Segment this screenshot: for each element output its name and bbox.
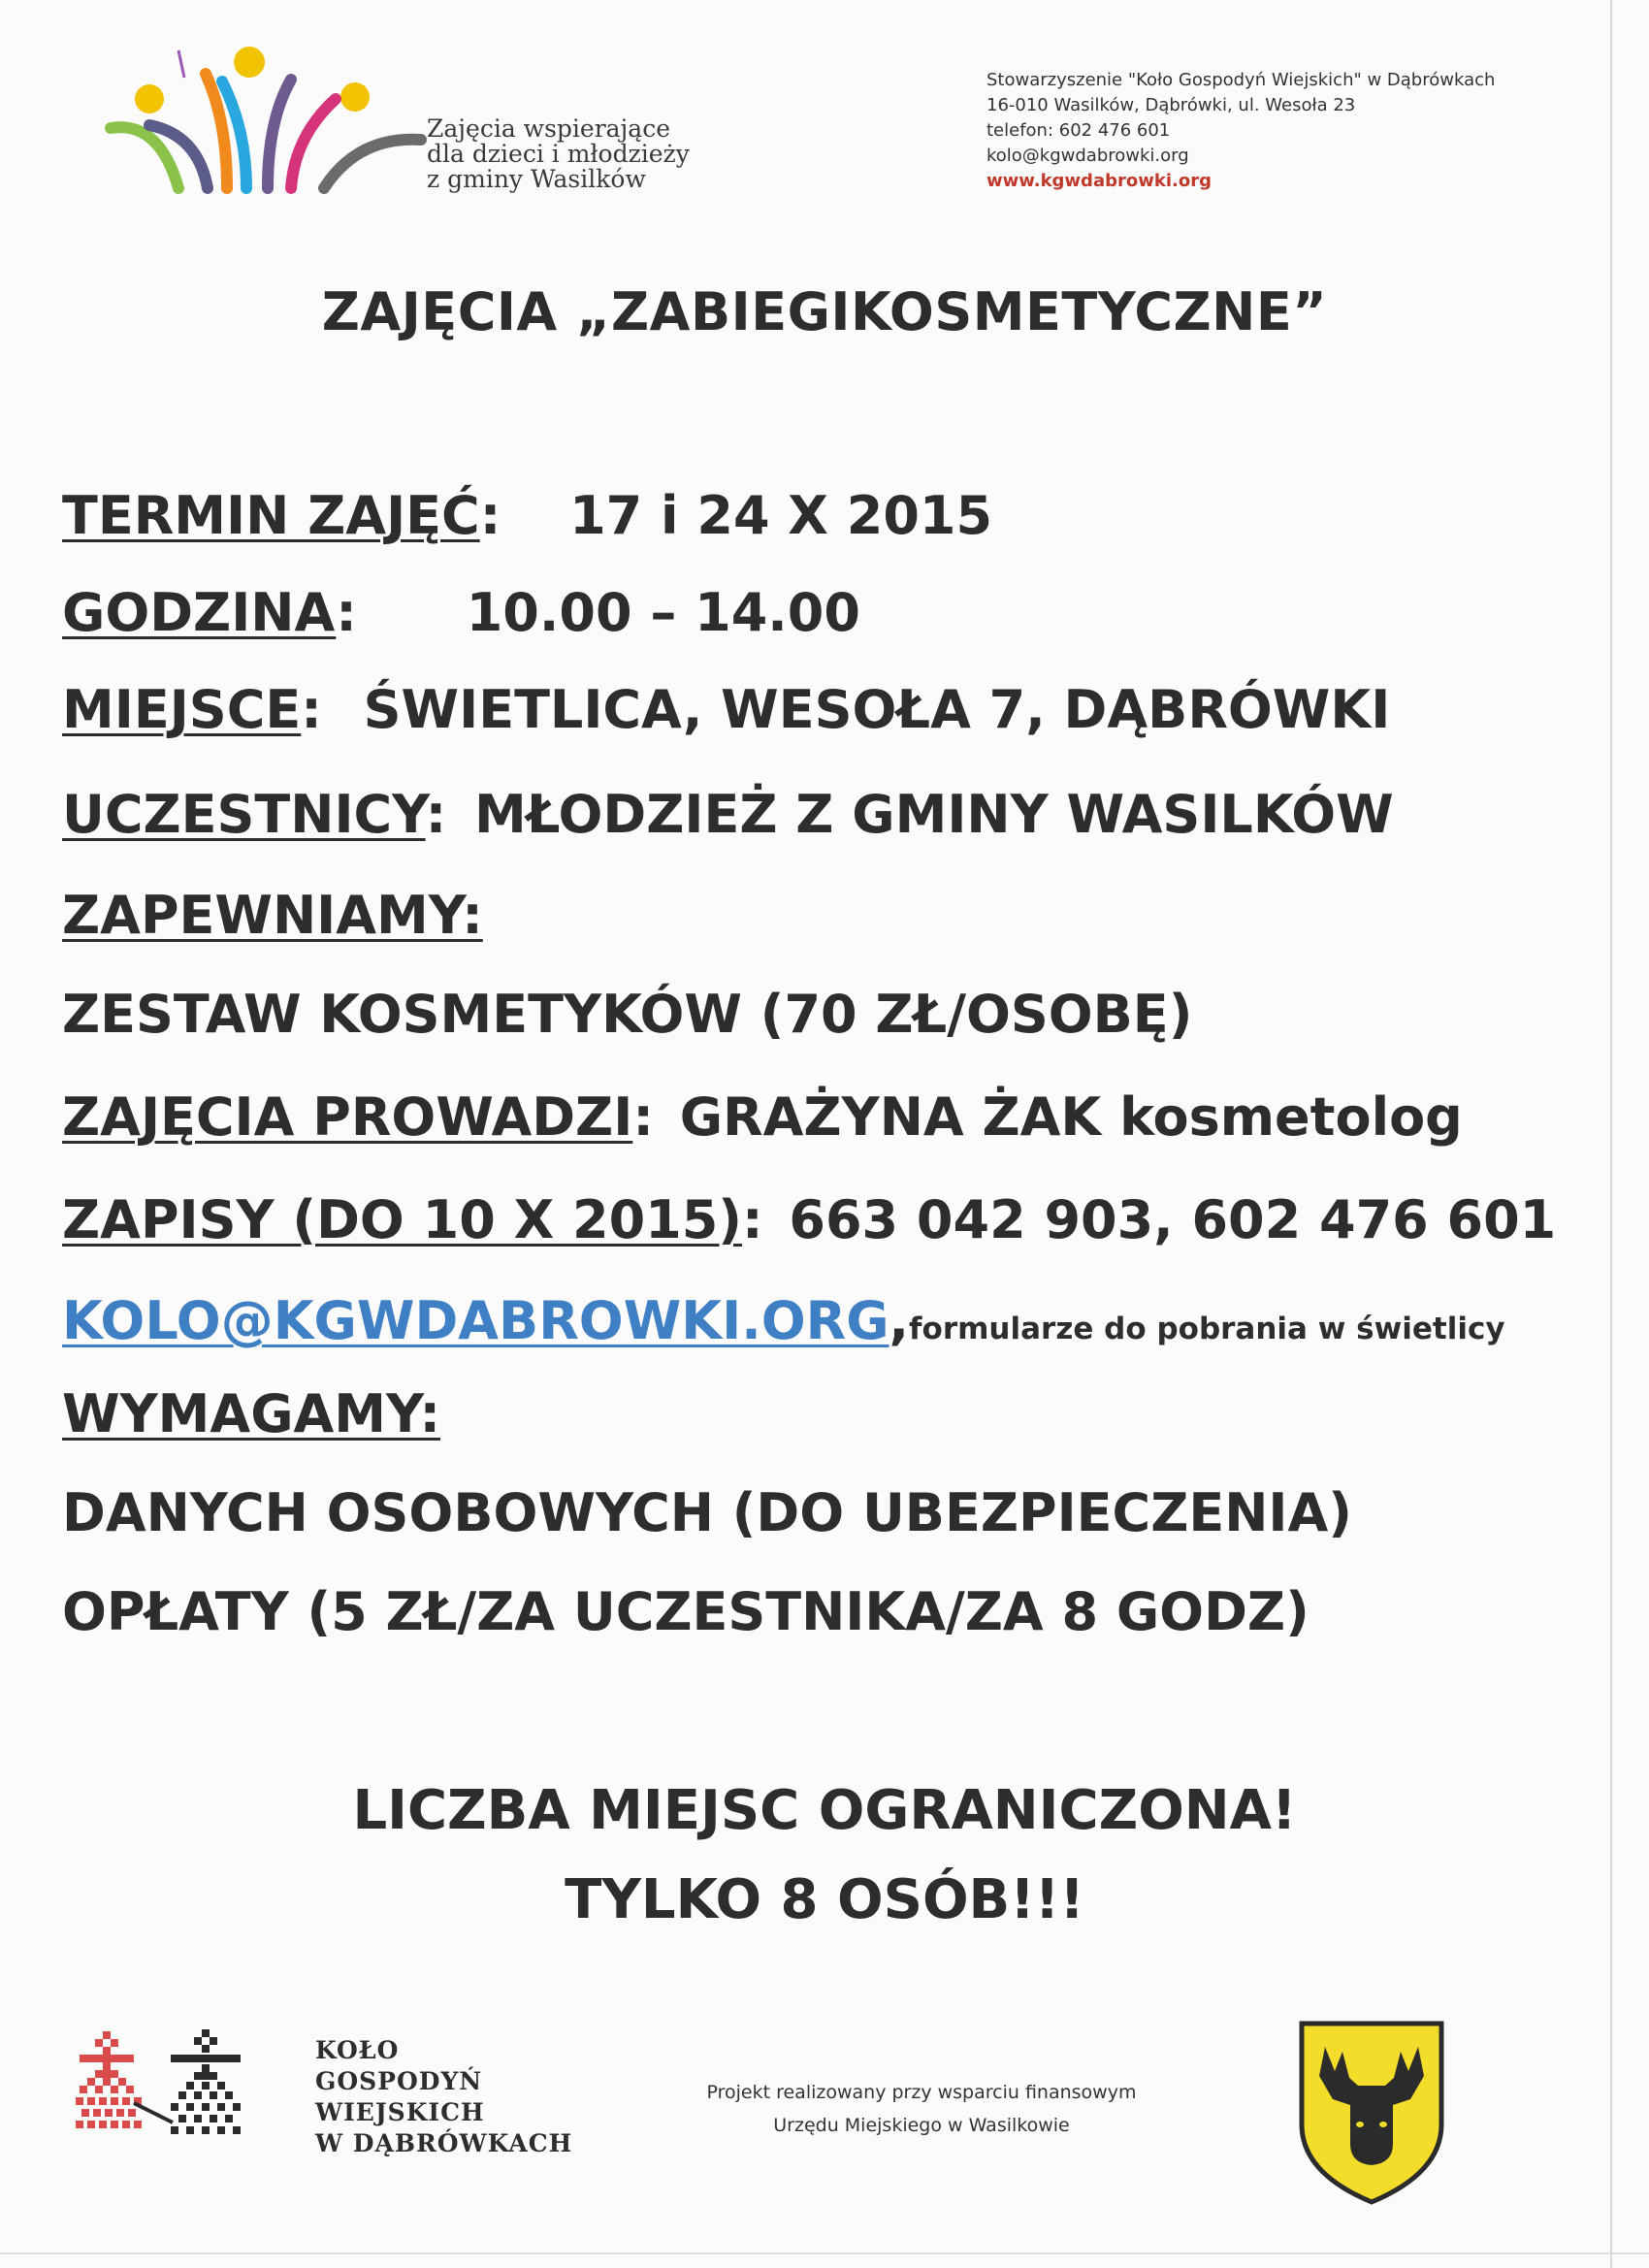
logo-tagline (427, 116, 690, 192)
contact-org: Stowarzyszenie "Koło Gospodyń Wiejskich" w Dąbrówkach (986, 70, 1496, 90)
page-title: ZAJĘCIA „ZABIEGIKOSMETYCZNE” (321, 281, 1328, 342)
oplaty-line: OPŁATY (5 ZŁ/ZA UCZESTNIKA/ZA 8 GODZ) (62, 1581, 1310, 1642)
kgw-line-1: KOŁO (315, 2036, 400, 2064)
contact-email[interactable]: kolo@kgwdabrowki.org (986, 146, 1189, 166)
godzina-line: GODZINA: 10.00 – 14.00 (62, 582, 860, 643)
dane-line: DANYCH OSOBOWYCH (DO UBEZPIECZENIA) (62, 1482, 1352, 1543)
miejsce-line: MIEJSCE: ŚWIETLICA, WESOŁA 7, DĄBRÓWKI (62, 679, 1391, 740)
kgw-cross-stitch-logo (76, 2025, 279, 2152)
termin-line: TERMIN ZAJĘĆ: 17 i 24 X 2015 (62, 485, 993, 546)
zapisy-line: ZAPISY (DO 10 X 2015): 663 042 903, 602 476 601 (62, 1189, 1557, 1250)
prowadzi-line: ZAJĘCIA PROWADZI: GRAŻYNA ŻAK kosmetolog (62, 1086, 1463, 1148)
contact-address: 16-010 Wasilków, Dąbrówki, ul. Wesoła 23 (986, 95, 1356, 115)
kgw-line-4: W DĄBRÓWKACH (315, 2129, 573, 2157)
uczestnicy-label: UCZESTNICY (62, 784, 426, 845)
eight-people-notice: TYLKO 8 OSÓB!!! (565, 1868, 1084, 1931)
zapewniamy-line (62, 885, 483, 946)
miejsce-label: MIEJSCE (62, 679, 302, 740)
logo-line-1: Zajęcia wspierające (427, 114, 671, 143)
termin-label: TERMIN ZAJĘĆ (62, 485, 480, 546)
scan-edge-bottom (0, 2252, 1649, 2254)
kgw-name (315, 2035, 572, 2159)
logo-line-3: z gminy Wasilków (427, 165, 646, 193)
limited-places-notice: LICZBA MIEJSC OGRANICZONA! (352, 1779, 1297, 1842)
project-line-2: Urzędu Miejskiego w Wasilkowie (773, 2115, 1070, 2136)
contact-phone: telefon: 602 476 601 (986, 120, 1171, 141)
prowadzi-label: ZAJĘCIA PROWADZI (62, 1086, 633, 1148)
termin-value: 17 i 24 X 2015 (569, 485, 993, 546)
godzina-label: GODZINA (62, 582, 337, 643)
support-program-logo (101, 43, 431, 208)
project-line-1: Projekt realizowany przy wsparciu finansowym (706, 2082, 1137, 2103)
contact-website[interactable]: www.kgwdabrowki.org (986, 171, 1212, 191)
wymagamy-line (62, 1383, 440, 1444)
miejsce-value: ŚWIETLICA, WESOŁA 7, DĄBRÓWKI (363, 679, 1391, 740)
email-line: KOLO@KGWDABROWKI.ORG,formularze do pobrania w świetlicy (62, 1290, 1505, 1351)
wymagamy-label: WYMAGAMY: (62, 1383, 441, 1444)
wasilkow-coat-of-arms (1296, 2018, 1447, 2208)
zapewniamy-label: ZAPEWNIAMY: (62, 885, 483, 946)
kgw-line-2: GOSPODYŃ (315, 2067, 483, 2095)
zestaw-line: ZESTAW KOSMETYKÓW (70 ZŁ/OSOBĘ) (62, 984, 1193, 1045)
email-link[interactable]: KOLO@KGWDABROWKI.ORG (62, 1290, 889, 1351)
project-credit (630, 2076, 1212, 2142)
uczestnicy-line: UCZESTNICY: MŁODZIEŻ Z GMINY WASILKÓW (62, 784, 1394, 845)
godzina-value: 10.00 – 14.00 (466, 582, 860, 643)
zapisy-label: ZAPISY (DO 10 X 2015) (62, 1189, 742, 1250)
email-note: formularze do pobrania w świetlicy (909, 1312, 1505, 1346)
kgw-line-3: WIEJSKICH (315, 2098, 485, 2126)
contact-block (986, 68, 1495, 194)
logo-line-2: dla dzieci i młodzieży (427, 140, 690, 168)
zapisy-value: 663 042 903, 602 476 601 (789, 1189, 1557, 1250)
uczestnicy-value: MŁODZIEŻ Z GMINY WASILKÓW (474, 784, 1394, 845)
prowadzi-value: GRAŻYNA ŻAK kosmetolog (679, 1086, 1463, 1148)
